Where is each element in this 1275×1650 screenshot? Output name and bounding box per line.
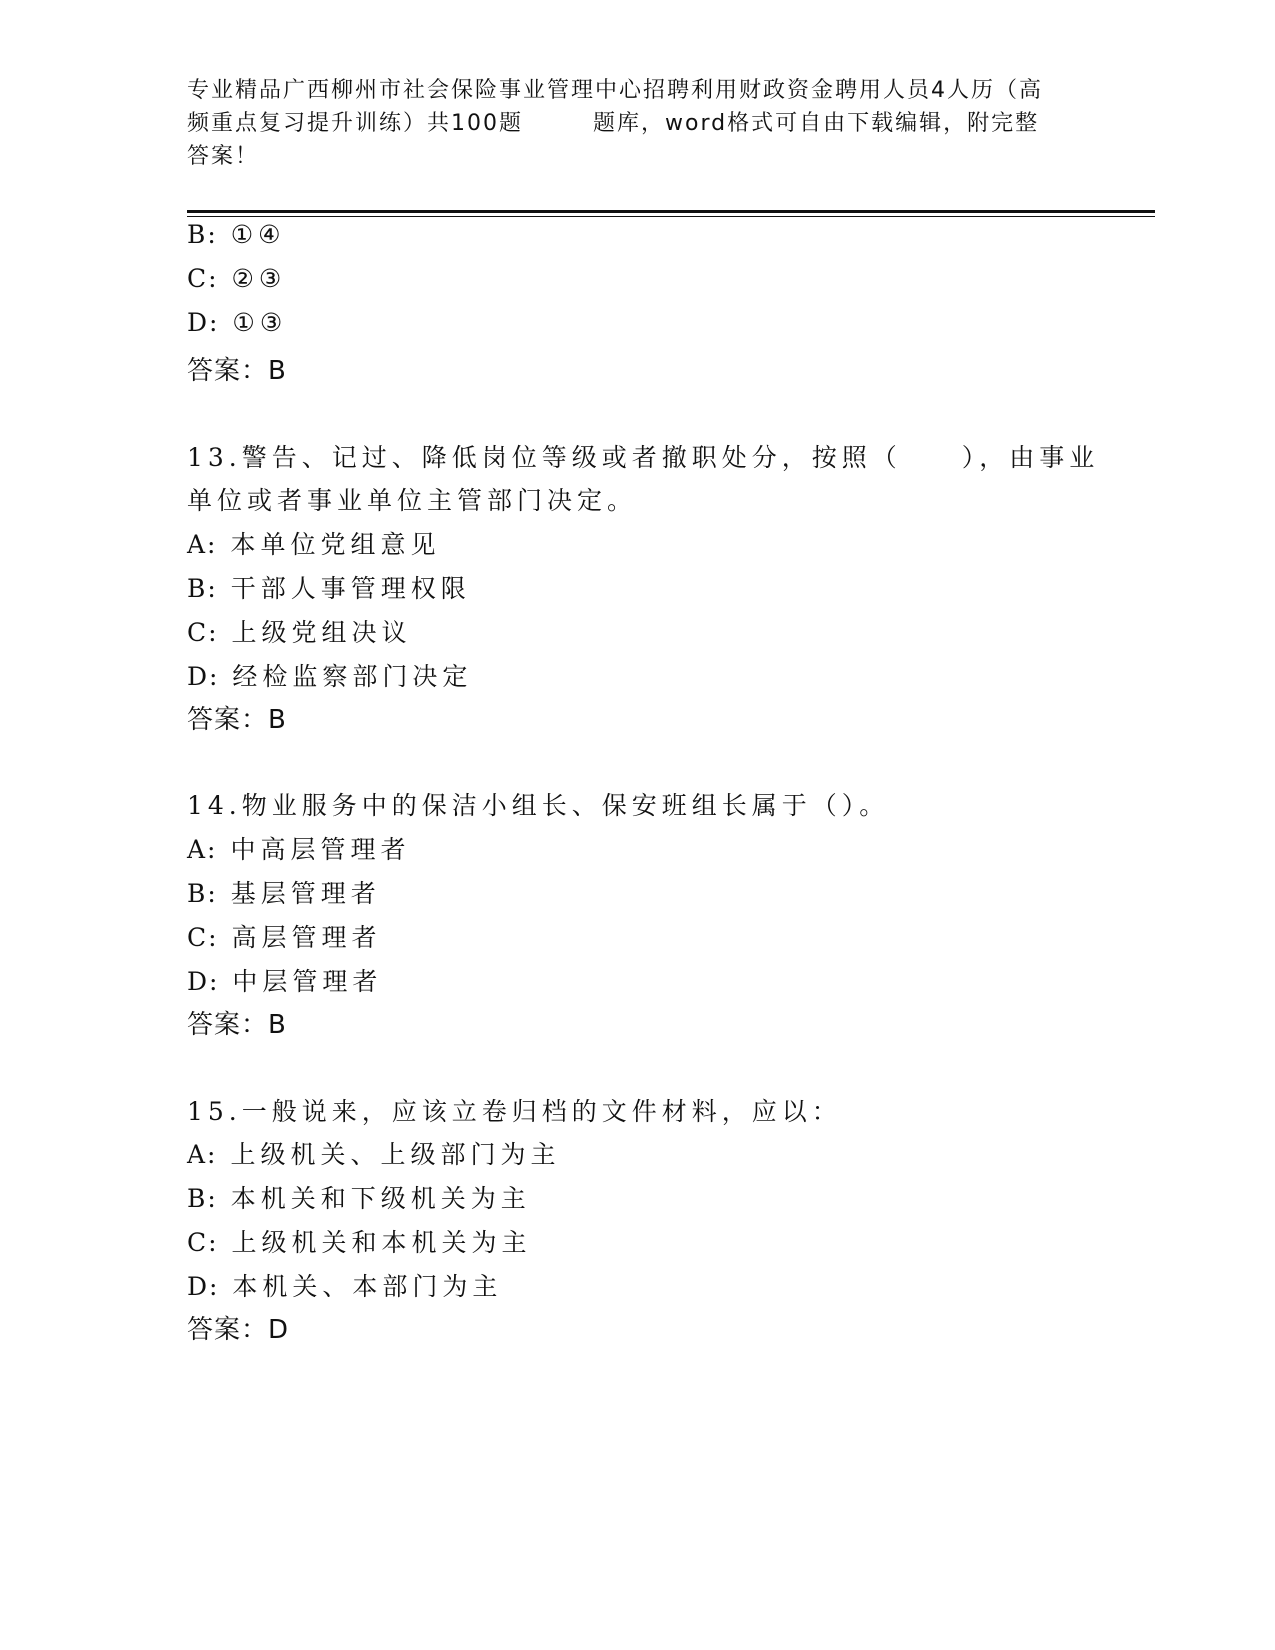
answer-label: 答案：B xyxy=(187,1010,287,1040)
option-c: C: 上级机关和本机关为主 xyxy=(187,1228,532,1257)
option-a: A: 上级机关、上级部门为主 xyxy=(187,1140,561,1169)
option-b: B: 干部人事管理权限 xyxy=(187,574,471,603)
option-c: C: 上级党组决议 xyxy=(187,618,412,647)
option-b: B: 本机关和下级机关为主 xyxy=(187,1184,531,1213)
answer-label: 答案：D xyxy=(187,1315,290,1345)
option-b: B: 基层管理者 xyxy=(187,879,381,908)
header-line-3: 答案！ xyxy=(187,144,260,169)
header-line-1: 专业精品广西柳州市社会保险事业管理中心招聘利用财政资金聘用人员4人历（高 xyxy=(187,78,1043,103)
option-c: C: 高层管理者 xyxy=(187,923,382,952)
option-b: B: ①④ xyxy=(187,220,286,249)
header-divider-thick xyxy=(187,210,1155,213)
header-divider-thin xyxy=(187,216,1155,217)
header-line-2 xyxy=(187,107,1087,140)
option-a: A: 本单位党组意见 xyxy=(187,530,441,559)
option-d: D: 经检监察部门决定 xyxy=(187,662,473,691)
question-13-text: 13.警告、记过、降低岗位等级或者撤职处分，按照（ ），由事业 xyxy=(187,443,1100,472)
option-d: D: ①③ xyxy=(187,308,288,337)
answer-label: 答案：B xyxy=(187,356,287,386)
answer-label: 答案：B xyxy=(187,705,287,735)
option-c: C: ②③ xyxy=(187,264,287,293)
question-15-text: 15.一般说来，应该立卷归档的文件材料，应以： xyxy=(187,1097,842,1126)
question-13-text-cont: 单位或者事业单位主管部门决定。 xyxy=(187,486,638,515)
option-d: D: 中层管理者 xyxy=(187,967,383,996)
document-header xyxy=(187,74,1087,173)
option-a: A: 中高层管理者 xyxy=(187,835,411,864)
header-line-2a: 频重点复习提升训练）共100题 xyxy=(187,111,523,136)
header-line-2b: 题库，word格式可自由下载编辑，附完整 xyxy=(593,111,1040,136)
question-14-text: 14.物业服务中的保洁小组长、保安班组长属于（）。 xyxy=(187,791,890,820)
option-d: D: 本机关、本部门为主 xyxy=(187,1272,503,1301)
